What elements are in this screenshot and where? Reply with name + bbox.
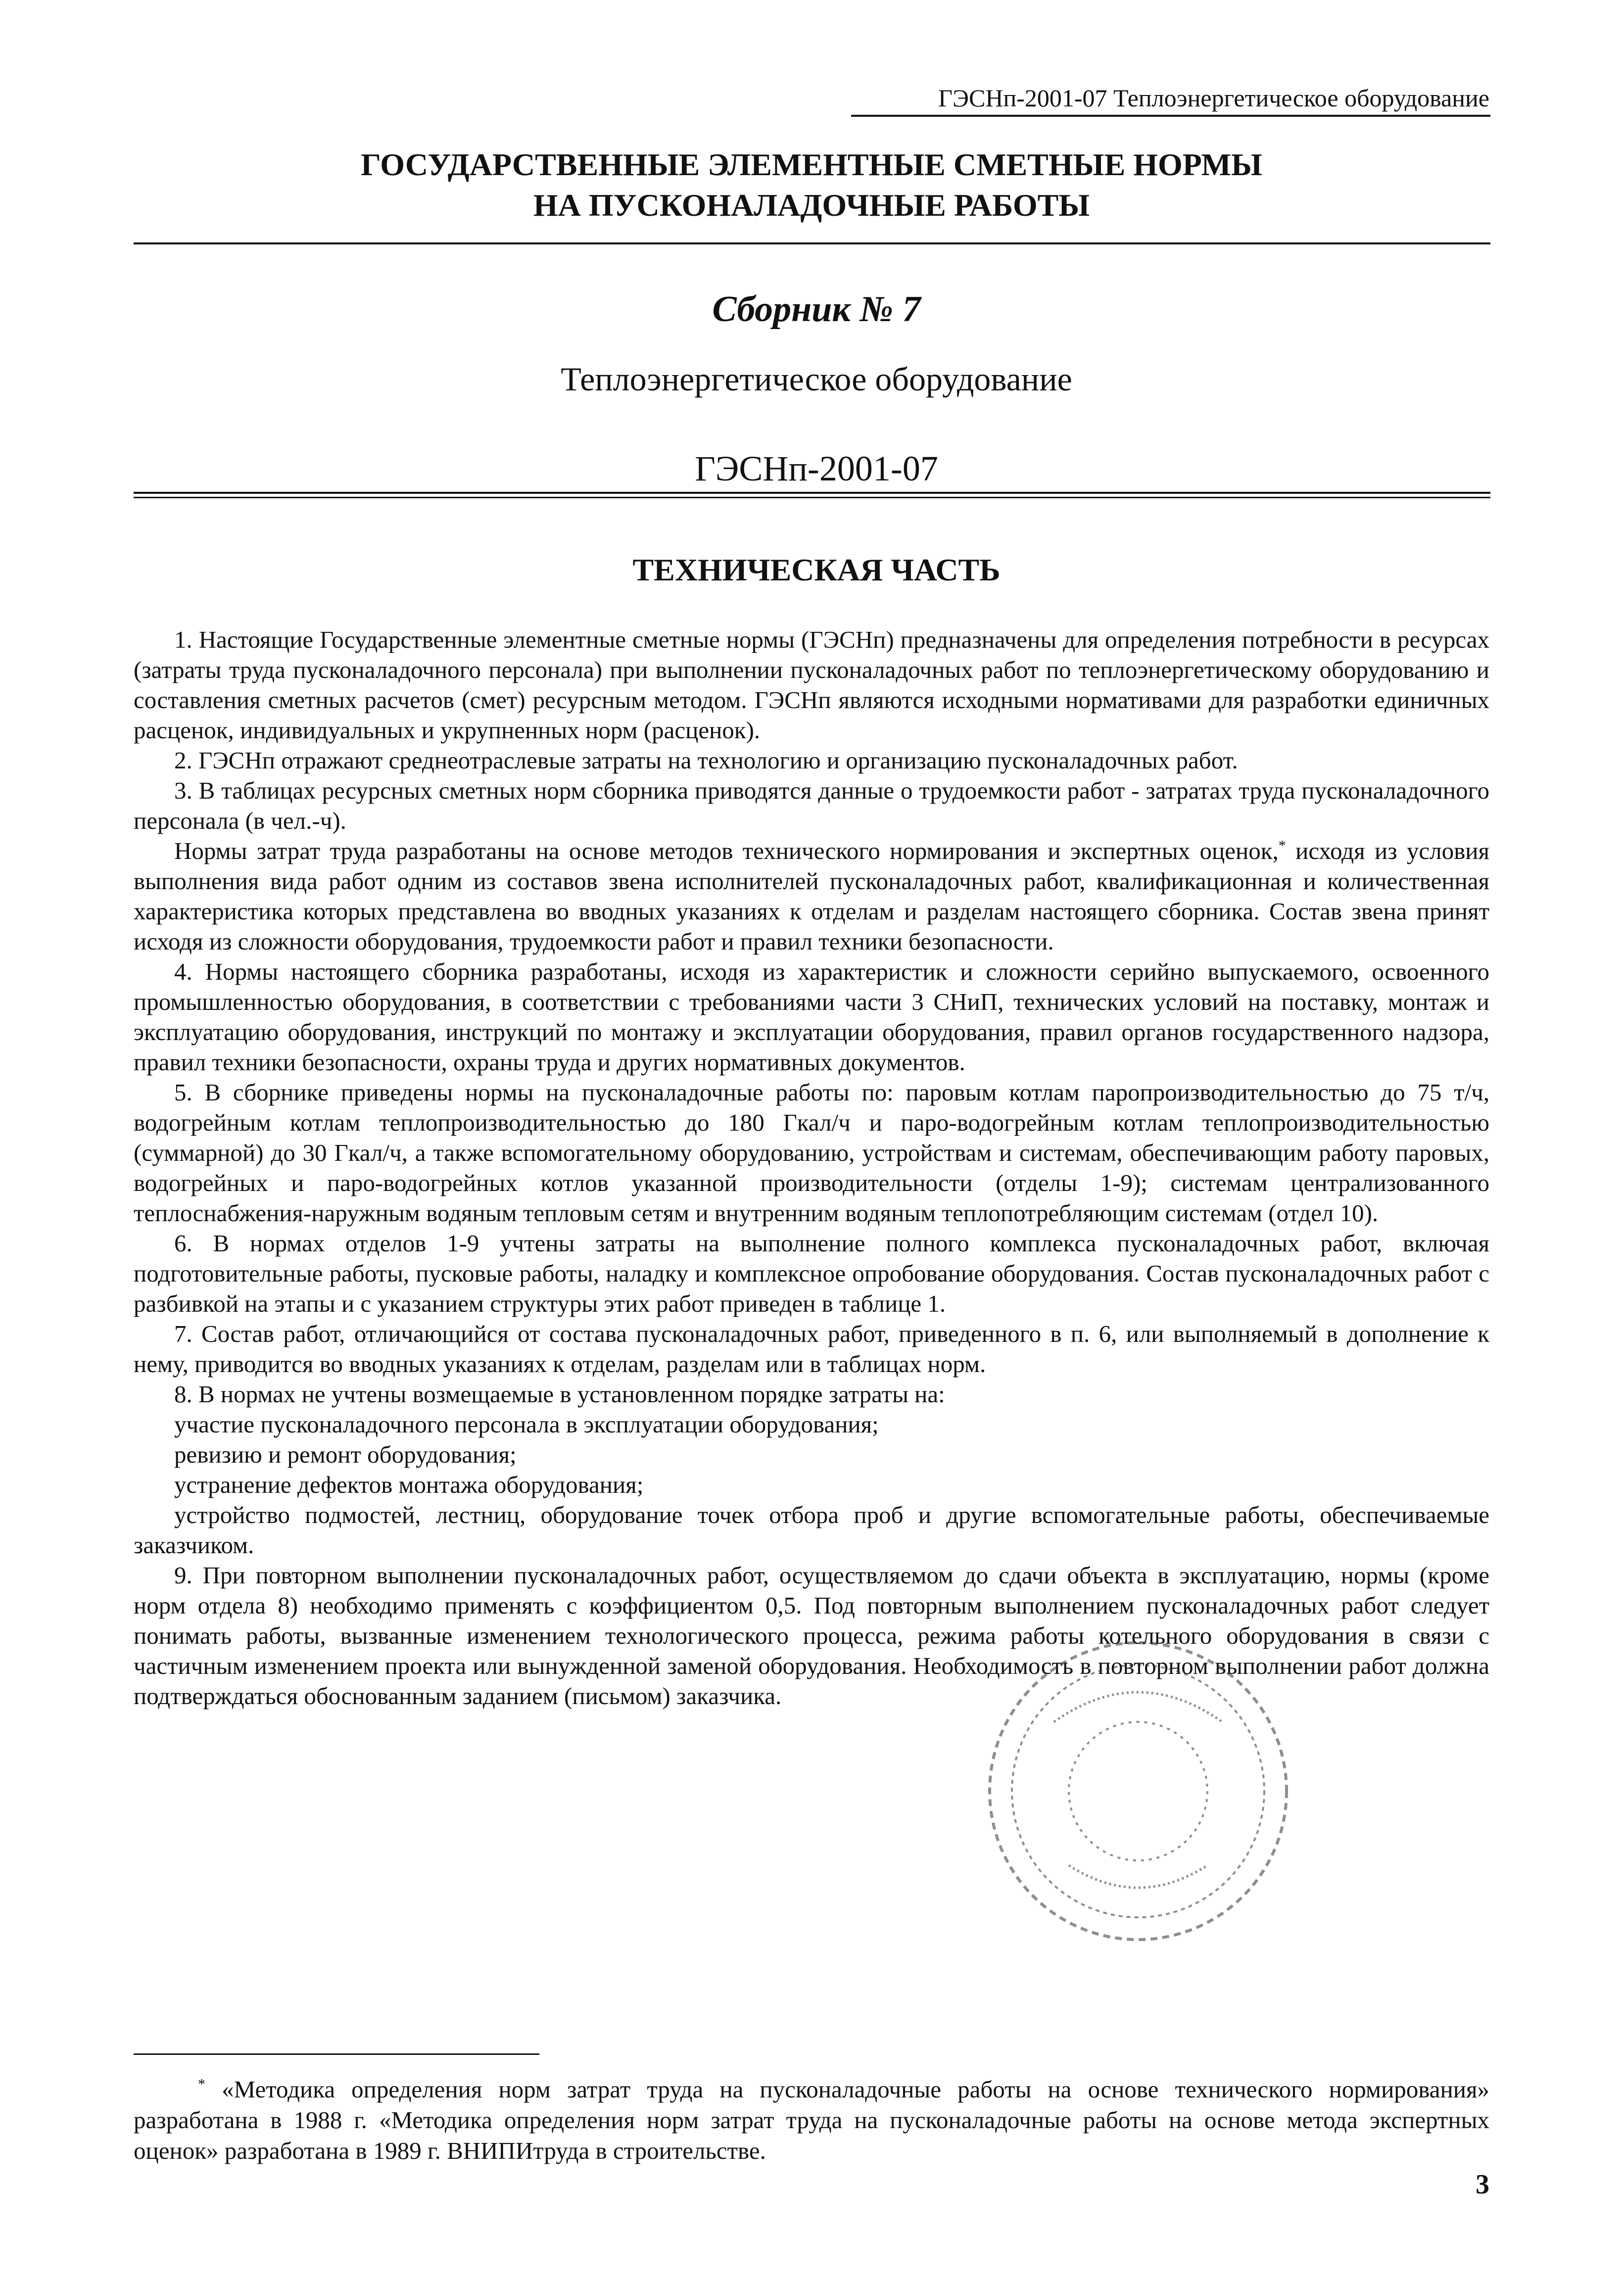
footnote-ref: * — [1278, 837, 1286, 854]
footnote-body: «Методика определения норм затрат труда на пусконаладочные работы на основе технического нормирования» разработана в 1988 г. «Методика определения норм затрат труда на пусконаладочные работы на основе метода экспертных оценок» разработана в 1989 г. ВНИПИтруда в строительстве. — [134, 2076, 1490, 2164]
code-rule-bottom — [134, 497, 1490, 498]
collection-title: Сборник № 7 — [712, 289, 921, 330]
page-number: 3 — [1476, 2169, 1489, 2200]
footnote — [134, 2074, 1489, 2166]
list-item: устранение дефектов монтажа оборудования; — [174, 1471, 644, 1498]
collection-subject: Теплоэнергетическое оборудование — [561, 360, 1072, 398]
section-heading: ТЕХНИЧЕСКАЯ ЧАСТЬ — [632, 552, 1001, 587]
list-item: участие пусконаладочного персонала в эксплуатации оборудования; — [174, 1411, 879, 1438]
collection-code: ГЭСНп-2001-07 — [695, 449, 938, 488]
paragraph-1: 1. Настоящие Государственные элементные сметные нормы (ГЭСНп) предназначены для определения потребности в ресурсах (затраты труда пусконаладочного персонала) при выполнении пусконаладочных работ по теплоэнергетическому оборудованию и составления сметных расчетов (смет) ресурсным методом. ГЭСНп являются исходными нормативами для разработки единичных расценок, индивидуальных и укрупненных норм (расценок). — [134, 626, 1489, 744]
body-text — [134, 624, 1489, 1711]
title-rule — [134, 242, 1490, 244]
paragraph-9: 9. При повторном выполнении пусконаладочных работ, осуществляемом до сдачи объекта в эксплуатацию, нормы (кроме норм отдела 8) необходимо применять с коэффициентом 0,5. Под повторным выполнением пусконаладочных работ следует понимать работы, вызванные изменением технологического процесса, режима работы котельного оборудования в связи с частичным изменением проекта или вынужденной заменой оборудования. Необходимость в повторном выполнении работ должна подтверждаться обоснованным заданием (письмом) заказчика. — [134, 1562, 1489, 1710]
paragraph-2: 2. ГЭСНп отражают среднеотраслевые затраты на технологию и организацию пусконаладочных работ. — [174, 747, 1238, 774]
main-title-line-1: ГОСУДАРСТВЕННЫЕ ЭЛЕМЕНТНЫЕ СМЕТНЫЕ НОРМЫ — [361, 147, 1262, 182]
footnote-marker: * — [198, 2076, 205, 2092]
paragraph-3-norms-lead: Нормы затрат труда разработаны на основе методов технического нормирования и экспертных оценок, — [174, 837, 1279, 864]
main-title — [134, 144, 1489, 226]
header-rule — [851, 115, 1490, 117]
paragraph-4: 4. Нормы настоящего сборника разработаны, исходя из характеристик и сложности серийно выпускаемого, освоенного промышленностью оборудования, в соответствии с требованиями части 3 СНиП, технических условий на поставку, монтаж и эксплуатацию оборудования, инструкций по монтажу и эксплуатации оборудования, правил органов государственного надзора, правил техники безопасности, охраны труда и других нормативных документов. — [134, 958, 1489, 1076]
footnote-rule — [134, 2053, 539, 2055]
paragraph-3-norms-rest: исходя из условия выполнения вида работ одним из составов звена исполнителей пусконаладочных работ, квалификационная и количественная характеристика которых представлена во вводных указаниях к отделам и разделам настоящего сборника. Состав звена принят исходя из сложности оборудования, трудоемкости работ и правил техники безопасности. — [134, 837, 1489, 955]
code-rule-top — [134, 492, 1490, 494]
running-head: ГЭСНп-2001-07 Теплоэнергетическое оборудование — [938, 84, 1489, 112]
list-item: устройство подмостей, лестниц, оборудование точек отбора проб и другие вспомогательные работы, обеспечиваемые заказчиком. — [134, 1501, 1489, 1559]
paragraph-3-norms — [134, 836, 1489, 956]
paragraph-3: 3. В таблицах ресурсных сметных норм сборника приводятся данные о трудоемкости работ - затратах труда пусконаладочного персонала (в чел.-ч). — [134, 777, 1489, 834]
paragraph-8: 8. В нормах не учтены возмещаемые в установленном порядке затраты на: — [174, 1380, 945, 1408]
paragraph-7: 7. Состав работ, отличающийся от состава пусконаладочных работ, приведенного в п. 6, или выполняемый в дополнение к нему, приводится во вводных указаниях к отделам, разделам или в таблицах норм. — [134, 1320, 1489, 1378]
list-item: ревизию и ремонт оборудования; — [174, 1441, 517, 1468]
round-seal-stamp-icon — [970, 1633, 1306, 1949]
paragraph-6: 6. В нормах отделов 1-9 учтены затраты на выполнение полного комплекса пусконаладочных работ, включая подготовительные работы, пусковые работы, наладку и комплексное опробование оборудования. Состав пусконаладочных работ с разбивкой на этапы и с указанием структуры этих работ приведен в таблице 1. — [134, 1230, 1489, 1317]
footnote-text — [134, 2074, 1489, 2166]
main-title-line-2: НА ПУСКОНАЛАДОЧНЫЕ РАБОТЫ — [533, 188, 1090, 223]
paragraph-5: 5. В сборнике приведены нормы на пусконаладочные работы по: паровым котлам паропроизводительностью до 75 т/ч, водогрейным котлам теплопроизводительностью до 180 Гкал/ч и паро-водогрейным котлам теплопроизводительностью (суммарной) до 30 Гкал/ч, а также вспомогательному оборудованию, устройствам и системам, обеспечивающим работу паровых, водогрейных и паро-водогрейных котлов указанной производительности (отделы 1-9); системам централизованного теплоснабжения-наружным водяным тепловым сетям и внутренним водяным теплопотребляющим системам (отдел 10). — [134, 1079, 1489, 1227]
